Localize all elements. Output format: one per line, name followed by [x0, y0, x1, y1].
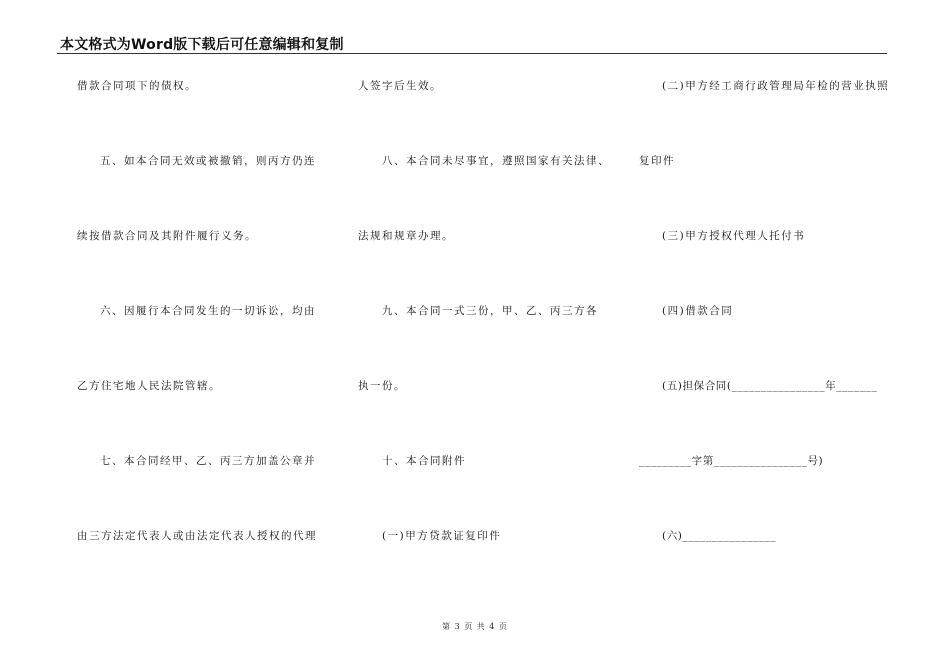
text-line: (一)甲方贷款证复印件	[382, 530, 502, 542]
text-line: 由三方法定代表人或由法定代表人授权的代理	[77, 530, 317, 542]
text-line: 乙方住宅地人民法院管辖。	[77, 380, 221, 392]
text-line: 八、本合同未尽事宜，遵照国家有关法律、	[382, 155, 610, 167]
text-line: _________字第________________号)	[639, 455, 824, 467]
text-line: (六)________________	[662, 530, 777, 542]
text-line: 九、本合同一式三份，甲、乙、丙三方各	[382, 305, 598, 317]
text-line: 五、如本合同无效或被撤销，则丙方仍连	[100, 155, 316, 167]
text-line: 七、本合同经甲、乙、丙三方加盖公章并	[100, 455, 316, 467]
text-line: (四)借款合同	[662, 305, 734, 317]
text-line: 续按借款合同及其附件履行义务。	[77, 230, 257, 242]
text-line: 复印件	[639, 155, 675, 167]
text-line: 六、因履行本合同发生的一切诉讼，均由	[100, 305, 316, 317]
text-line: 执一份。	[358, 380, 406, 392]
header-title: 本文格式为Word版下载后可任意编辑和复制	[60, 37, 344, 53]
text-line: 人签字后生效。	[358, 80, 442, 92]
text-line: 十、本合同附件	[382, 455, 466, 467]
text-line: (三)甲方授权代理人托付书	[662, 230, 806, 242]
text-line: (二)甲方经工商行政管理局年检的营业执照	[662, 80, 890, 92]
text-line: 借款合同项下的债权。	[77, 80, 197, 92]
text-line: (五)担保合同(________________年_______	[662, 380, 878, 392]
page-number: 第 3 页 共 4 页	[442, 622, 508, 631]
text-line: 法规和规章办理。	[358, 230, 454, 242]
